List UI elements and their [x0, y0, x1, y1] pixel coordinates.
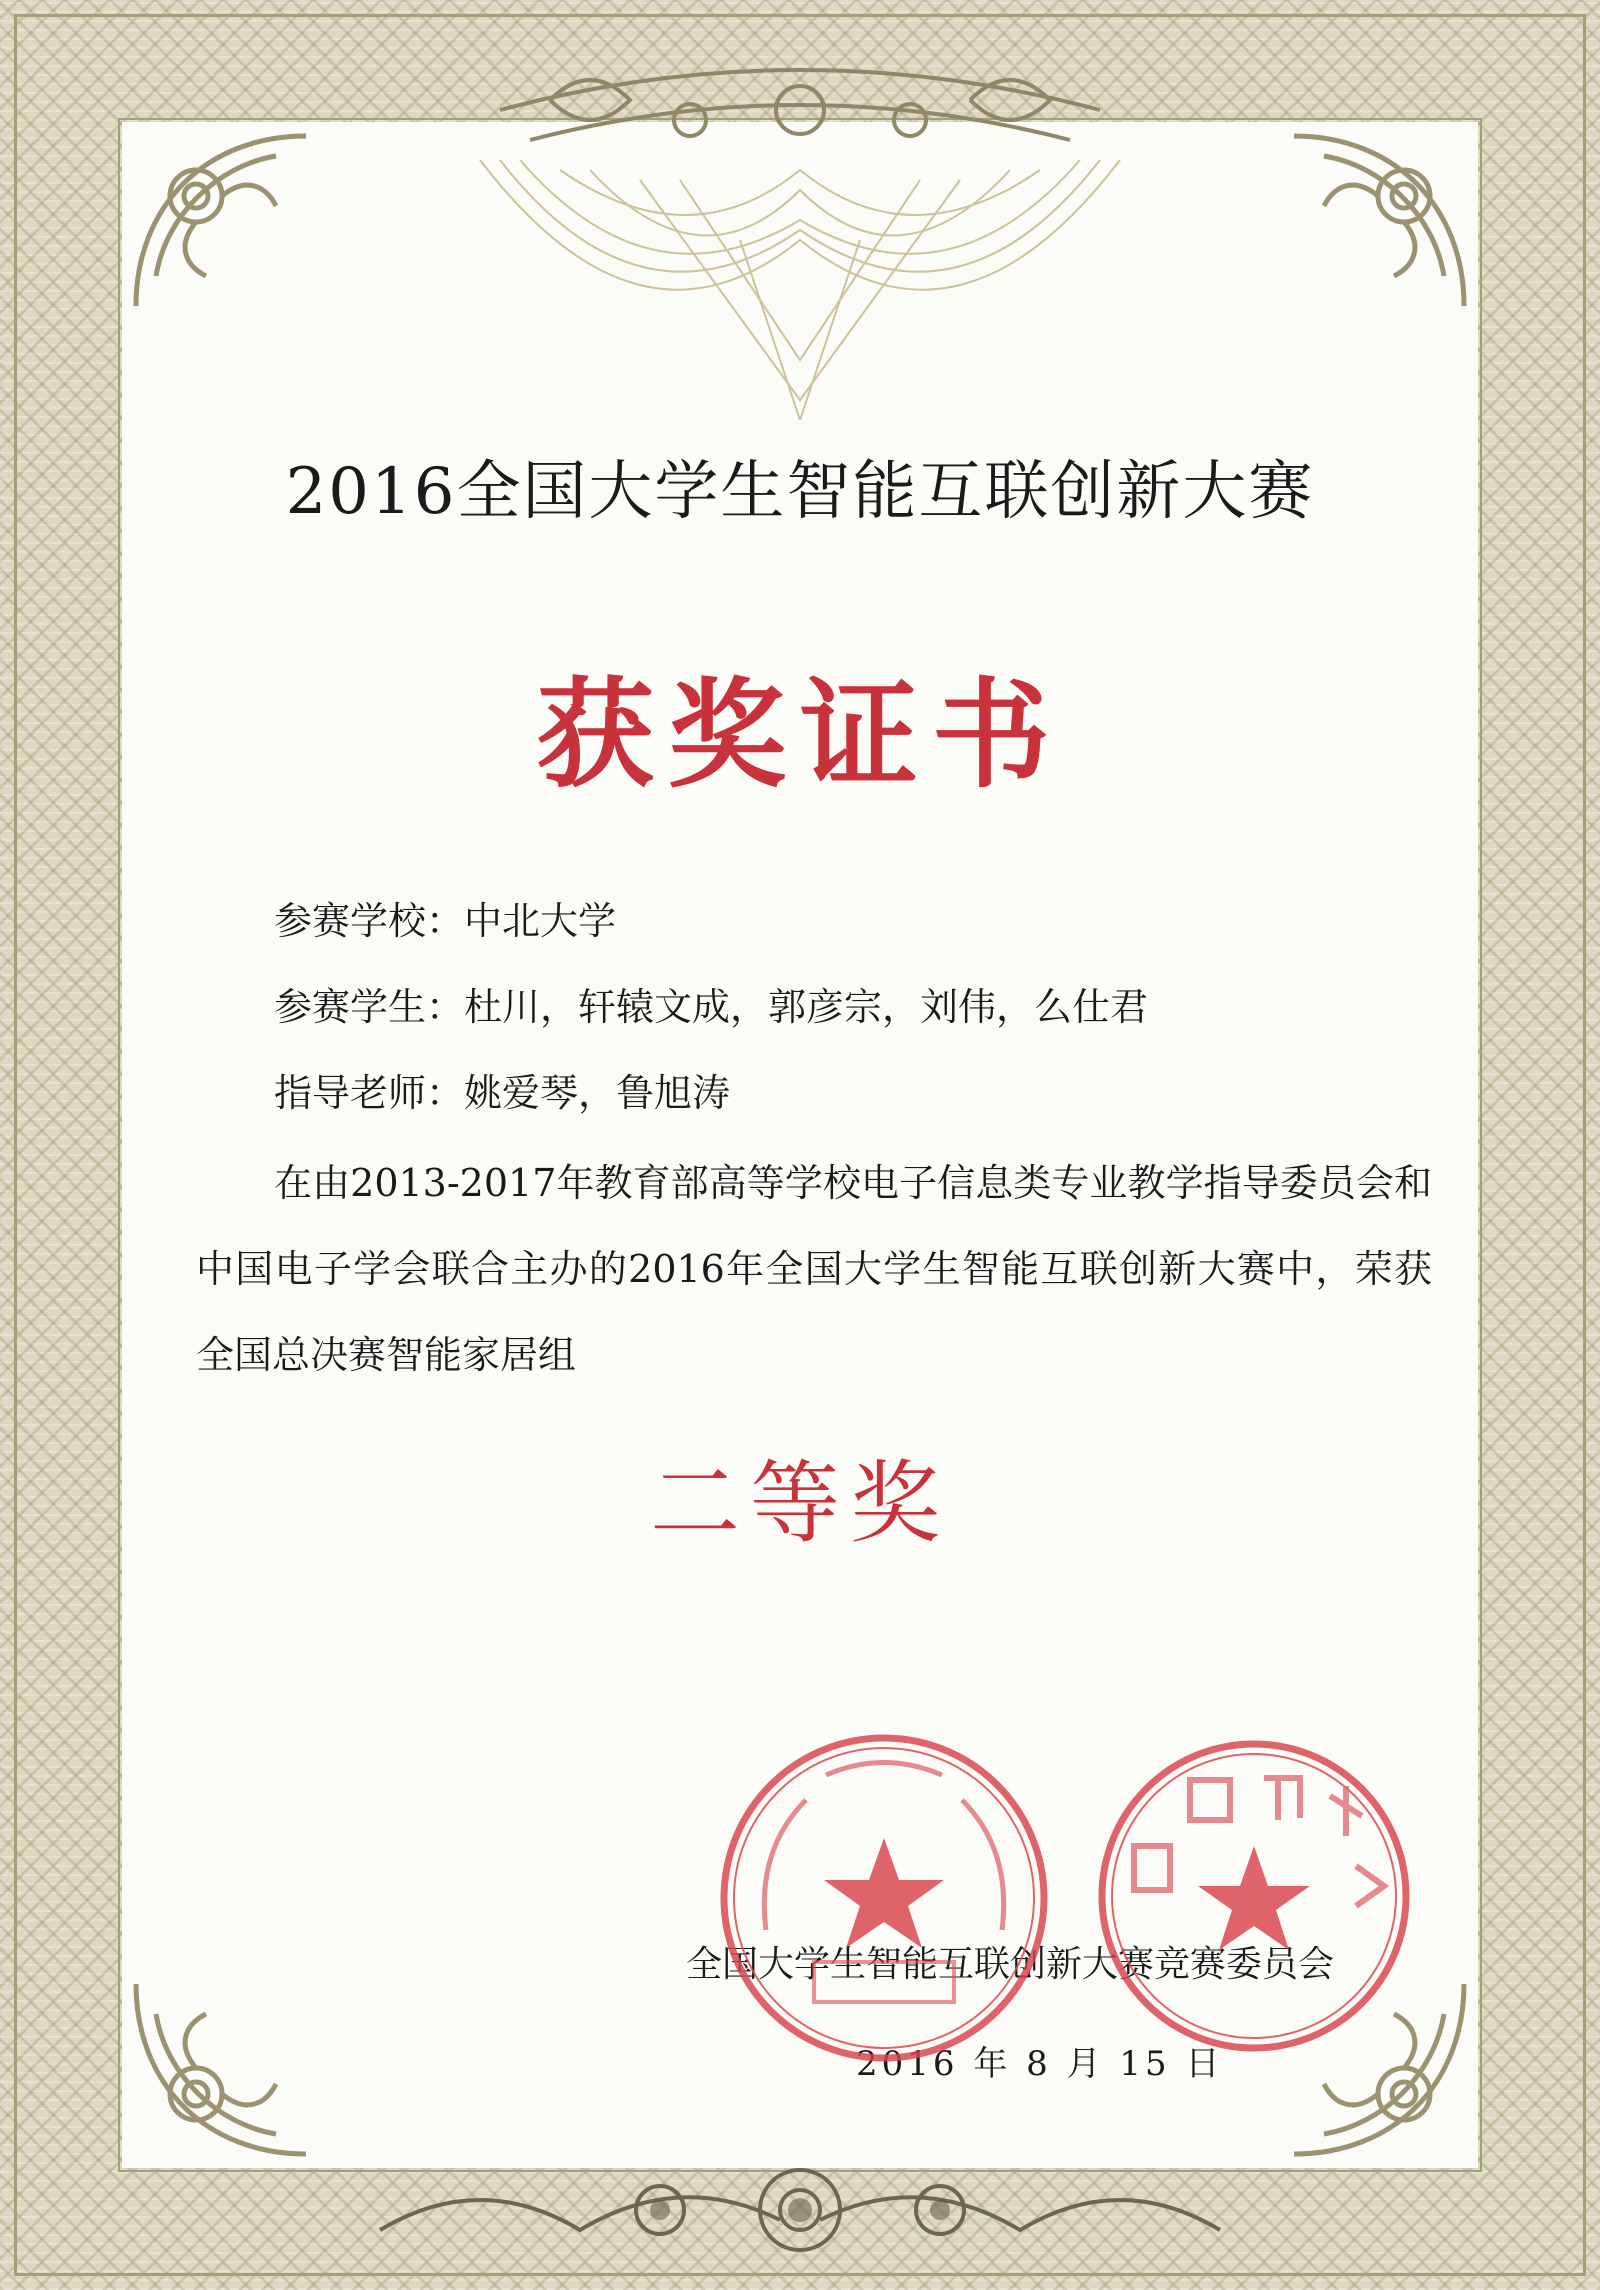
- school-value: 中北大学: [464, 899, 617, 943]
- students-value: 杜川，轩辕文成，郭彦宗，刘伟，么仕君: [464, 985, 1149, 1029]
- issue-date: 2016 年 8 月 15 日: [856, 2044, 1224, 2084]
- advisors-label: 指导老师：: [274, 1071, 465, 1115]
- students-line: [274, 976, 1148, 1031]
- school-label: 参赛学校：: [274, 899, 465, 943]
- advisors-line: [274, 1062, 730, 1117]
- issuer-name: 全国大学生智能互联创新大赛竞赛委员会: [686, 1944, 1335, 1985]
- school-line: [274, 890, 616, 945]
- cie-seal: [1094, 1736, 1414, 2056]
- bottom-floral-ornament-icon: [360, 2150, 1240, 2270]
- advisors-value: 姚爱琴，鲁旭涛: [464, 1071, 731, 1115]
- top-crest-ornament-icon: [440, 40, 1160, 420]
- competition-committee-seal: [716, 1730, 1052, 2066]
- award-level: 二等奖: [650, 1451, 950, 1556]
- competition-title: 2016全国大学生智能互联创新大赛: [285, 455, 1315, 529]
- award-statement: 在由2013-2017年教育部高等学校电子信息类专业教学指导委员会和中国电子学会联合主办的2016年全国大学生智能互联创新大赛中，荣获全国总决赛智能家居组: [196, 1161, 1432, 1377]
- students-label: 参赛学生：: [274, 985, 465, 1029]
- certificate-heading: 获奖证书: [535, 666, 1064, 804]
